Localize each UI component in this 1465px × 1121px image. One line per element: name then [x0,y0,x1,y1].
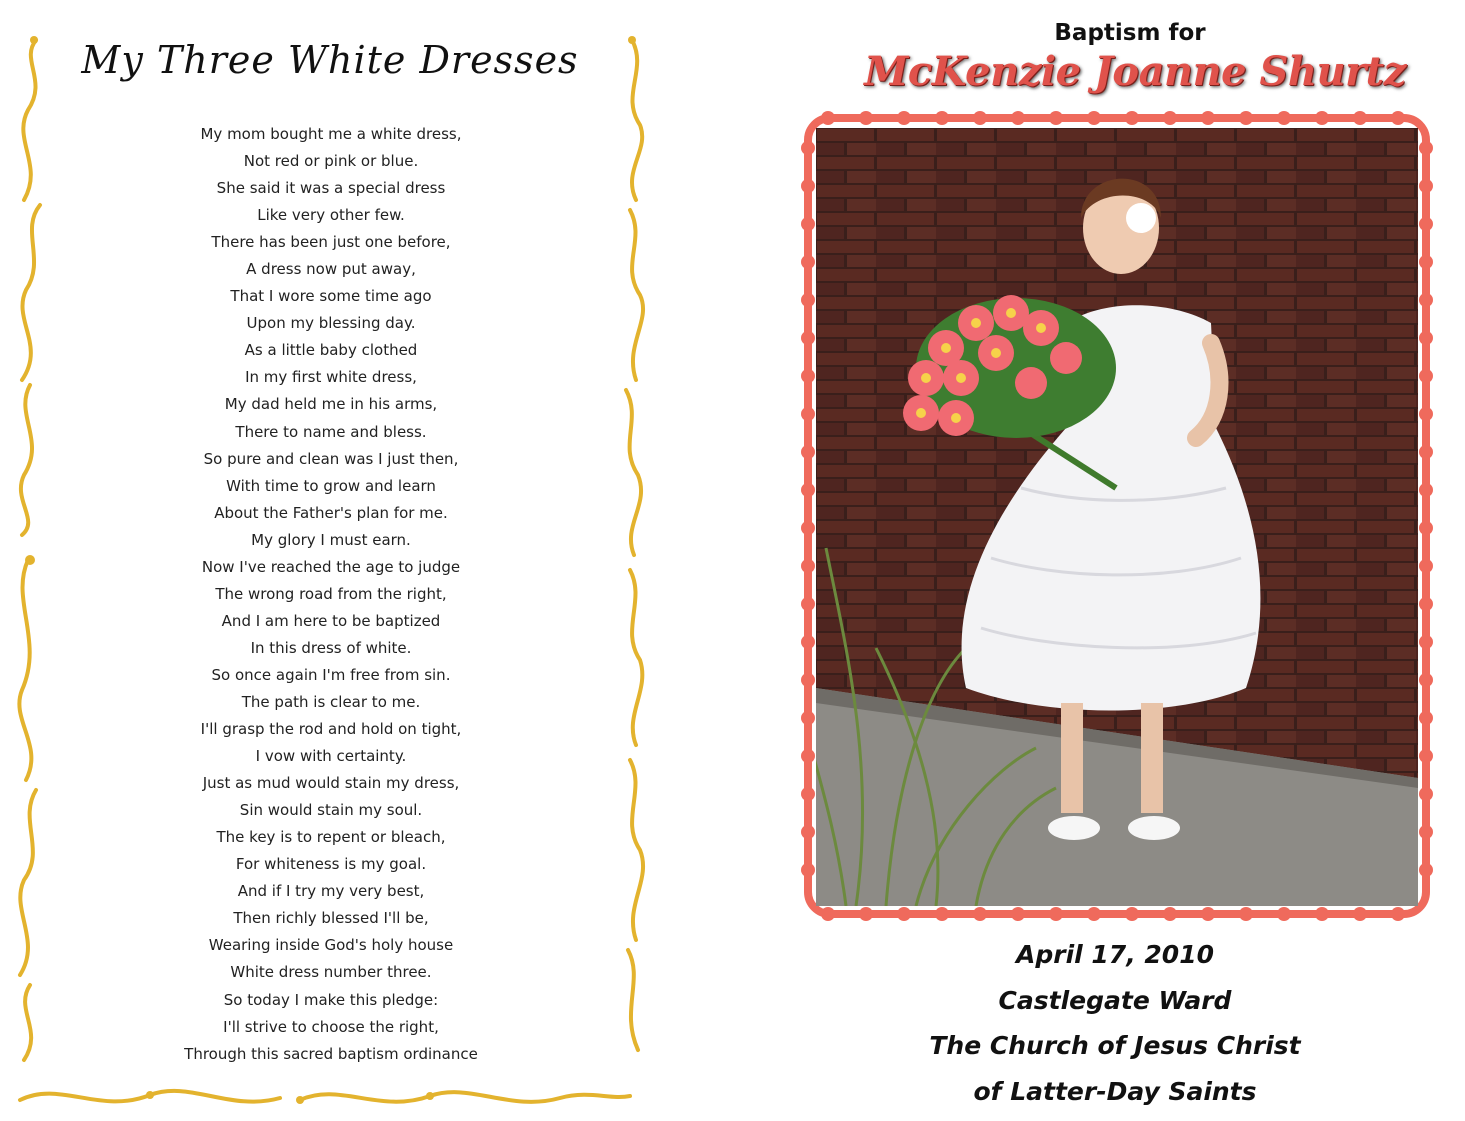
poem-line: The path is clear to me. [241,692,421,711]
poem-line: There to name and bless. [235,422,427,441]
poem-line: My glory I must earn. [251,530,411,549]
poem-line: I'll strive to choose the right, [223,1017,439,1036]
poem-line: About the Father's plan for me. [214,503,448,522]
poem-line: In my first white dress, [245,368,417,387]
program-details [890,932,1340,1114]
baptism-photo [816,128,1418,906]
poem-line: There has been just one before, [211,233,451,252]
poem-line: The wrong road from the right, [215,584,447,603]
girl-in-white-dress-image [816,128,1418,906]
poem-line: Not red or pink or blue. [243,152,419,171]
poem-line: I vow with certainty. [255,747,407,766]
ward-name: Castlegate Ward [998,985,1232,1015]
poem-line: For whiteness is my goal. [235,855,427,874]
poem-line: Wearing inside God's holy house [208,936,454,955]
poem-body [150,121,512,1068]
poem-line: A dress now put away, [246,260,416,279]
poem-line: That I wore some time ago [230,287,432,306]
poem-line: Through this sacred baptism ordinance [184,1044,478,1063]
poem-line: My dad held me in his arms, [224,395,438,414]
church-name-line-1: The Church of Jesus Christ [929,1031,1301,1060]
poem-line: My mom bought me a white dress, [200,125,462,143]
baptism-date: April 17, 2010 [1016,940,1214,969]
poem-line: Then richly blessed I'll be, [233,909,429,928]
candidate-name: McKenzie Joanne Shurtz [864,48,1406,95]
poem-line: So pure and clean was I just then, [203,449,459,468]
poem-panel [0,0,660,1121]
poem-line: Now I've reached the age to judge [201,557,461,576]
baptism-kicker: Baptism for [1054,20,1206,46]
program-cover [780,0,1465,1121]
poem-line: In this dress of white. [250,638,412,657]
poem-line: And I am here to be baptized [221,611,441,630]
poem-line: Just as mud would stain my dress, [202,774,460,793]
poem-line: Upon my blessing day. [246,314,416,333]
poem-line: So today I make this pledge: [223,990,439,1009]
poem-line: Sin would stain my soul. [239,801,423,820]
poem-title: My Three White Dresses [81,38,579,82]
poem-line: As a little baby clothed [244,341,418,360]
church-name-line-2: of Latter-Day Saints [973,1076,1257,1106]
poem-line: So once again I'm free from sin. [211,665,451,684]
poem-line: I'll grasp the rod and hold on tight, [200,720,462,739]
poem-line: And if I try my very best, [237,882,425,901]
poem-line: White dress number three. [230,963,432,982]
poem-line: Like very other few. [257,206,405,225]
poem-line: The key is to repent or bleach, [216,828,446,847]
poem-line: She said it was a special dress [216,179,446,198]
poem-line: With time to grow and learn [226,476,436,495]
